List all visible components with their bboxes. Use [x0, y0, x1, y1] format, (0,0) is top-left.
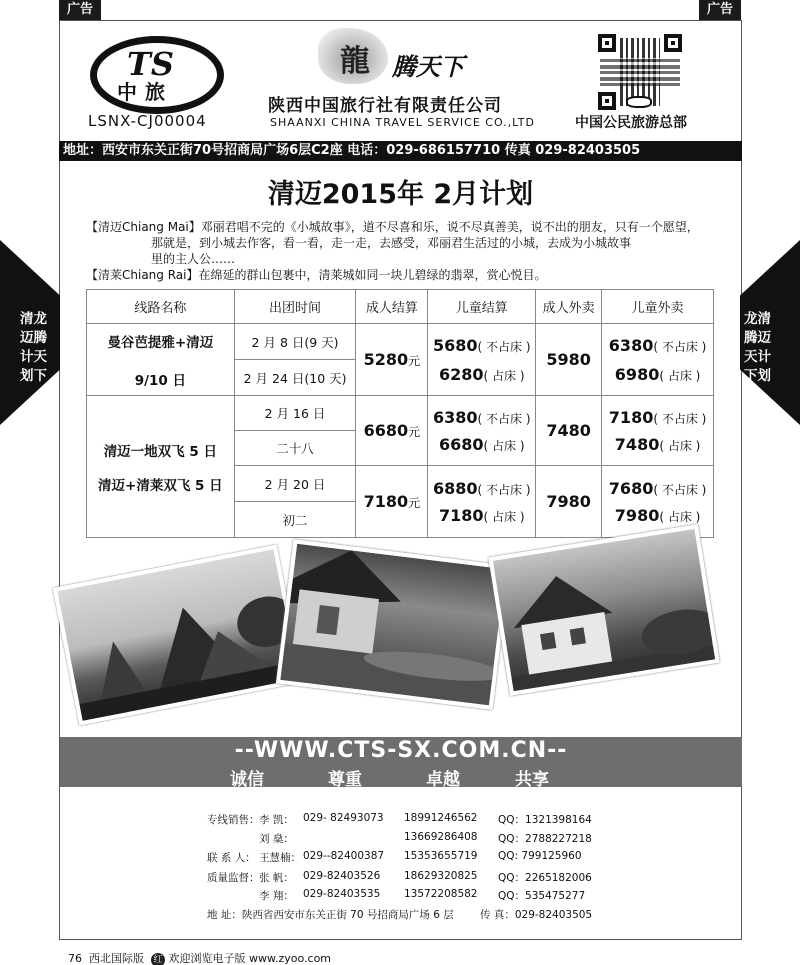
child-net-cell [428, 466, 536, 538]
price-value: 7980 [546, 492, 591, 511]
price-value: 6680 [363, 421, 409, 440]
contact-qq: QQ：535475277 [498, 890, 586, 902]
contact-name: 张 帆： [259, 872, 294, 884]
qr-finder [664, 34, 682, 52]
brand-slogan: 腾天下 [392, 52, 464, 81]
col-header: 成人外卖 [536, 290, 602, 324]
company-name-en: SHAANXI CHINA TRAVEL SERVICE CO.,LTD [270, 116, 535, 129]
price-note: ( 不占床 ) [477, 411, 531, 426]
date-cell: 2 月 16 日 [234, 396, 356, 431]
adult-net-cell [356, 396, 428, 466]
price-value: 6280 [439, 364, 484, 384]
contact-tel: 029-82403535 [303, 888, 381, 900]
table-header-row [87, 290, 714, 324]
route-name: 清迈+清莱双飞 5 日 [98, 477, 223, 494]
contact-role: 联 系 人： [207, 852, 256, 864]
adult-sell-cell [536, 396, 602, 466]
price-value: 7180 [439, 505, 484, 525]
adult-net-cell [356, 324, 428, 396]
child-net-cell [428, 324, 536, 396]
edition-name: 西北国际版 [89, 952, 144, 965]
footer-site[interactable]: 欢迎浏览电子版 www.zyoo.com [168, 952, 332, 965]
table-row [87, 324, 714, 360]
adult-net-cell [356, 466, 428, 538]
contact-qq: QQ：1321398164 [498, 814, 592, 826]
price-unit: 元 [408, 496, 421, 510]
hong-badge-icon: 红 [151, 953, 165, 965]
slogan-item: 尊重 [328, 770, 362, 790]
col-header: 出团时间 [234, 290, 356, 324]
page-number: 76 [68, 952, 82, 965]
child-sell-cell [602, 396, 714, 466]
field-house-photo [276, 539, 510, 709]
qr-finder [598, 34, 616, 52]
table-row [87, 396, 714, 431]
side-text-right: 龙清 腾迈 天计 下划 [744, 311, 771, 384]
price-value: 7680 [608, 478, 654, 498]
price-value: 7180 [608, 407, 654, 427]
price-value: 7180 [363, 492, 409, 511]
contact-role: 质量监督： [207, 872, 260, 884]
col-header: 儿童结算 [428, 290, 536, 324]
child-net-cell [428, 396, 536, 466]
price-value: 5980 [546, 350, 591, 369]
intro-line-3: 里的主人公…… [151, 252, 236, 266]
qr-code-icon[interactable] [598, 34, 682, 110]
slogan-item: 卓越 [426, 770, 460, 790]
price-value: 7480 [614, 434, 660, 454]
contact-tel: 029- 82493073 [303, 812, 384, 824]
logo-ts-mark: TS [127, 45, 174, 83]
route-cell [87, 324, 235, 396]
price-value: 5680 [433, 335, 478, 355]
date-cell: 2 月 24 日(10 天) [234, 360, 356, 396]
address-bar: 地址：西安市东关正街70号招商局广场6层C2座 电话：029-686157710 传真 029-82403505 [59, 141, 742, 161]
page-title: 清迈2015年 2月计划 [267, 179, 534, 210]
price-note: ( 占床 ) [659, 509, 701, 524]
intro-line-1: 【清迈Chiang Mai】邓丽君唱不完的《小城故事》，道不尽喜和乐，说不尽真善美，说不出的朋友，只有一个愿望， [86, 220, 699, 234]
contact-tel: 029-82403526 [303, 870, 381, 882]
price-note: ( 占床 ) [659, 438, 701, 453]
contact-qq: QQ: 799125960 [498, 850, 582, 862]
date-cell: 初二 [234, 502, 356, 538]
price-table [86, 289, 714, 538]
date-cell: 2 月 20 日 [234, 466, 356, 502]
contact-address: 地 址：陕西省西安市东关正街 70 号招商局广场 6 层 [207, 909, 454, 921]
adult-sell-cell [536, 324, 602, 396]
price-value: 6880 [433, 478, 478, 498]
price-note: ( 不占床 ) [653, 482, 707, 497]
price-note: ( 占床 ) [659, 368, 701, 383]
contact-name: 王慧楠： [259, 852, 301, 864]
contact-role: 专线销售： [207, 814, 260, 826]
ad-label-right: 广告 [699, 0, 741, 20]
price-value: 6380 [433, 407, 478, 427]
intro-line-2: 那就是，到小城去作客，看一看，走一走，去感受，邓丽君生活过的小城，去成为小城故事 [151, 236, 632, 250]
contact-name: 刘 燊： [259, 833, 294, 845]
col-header: 儿童外卖 [602, 290, 714, 324]
house-silhouette [279, 544, 510, 710]
license-number: LSNX-CJ00004 [88, 112, 207, 130]
contact-qq: QQ：2265182006 [498, 872, 592, 884]
price-note: ( 不占床 ) [653, 339, 707, 354]
child-sell-cell [602, 324, 714, 396]
qr-center-logo [626, 96, 652, 108]
route-days: 9/10 日 [134, 372, 186, 389]
qr-finder [598, 92, 616, 110]
contact-name: 李 凯： [259, 814, 294, 826]
price-value: 6680 [439, 434, 484, 454]
contact-mobile: 18629320825 [404, 870, 478, 882]
contact-qq: QQ：2788227218 [498, 833, 592, 845]
route-name: 曼谷芭提雅+清迈 [107, 334, 214, 351]
contact-mobile: 18991246562 [404, 812, 478, 824]
col-header: 成人结算 [356, 290, 428, 324]
contact-fax: 传 真：029-82403505 [480, 909, 593, 921]
side-text-left: 清龙 迈腾 计天 划下 [20, 311, 47, 384]
contact-name: 李 翔： [259, 890, 294, 902]
contact-tel: 029--82400387 [303, 850, 385, 862]
route-name: 清迈一地双飞 5 日 [103, 443, 217, 460]
date-cell: 2 月 8 日(9 天) [234, 324, 356, 360]
website-url[interactable]: --WWW.CTS-SX.COM.CN-- [234, 738, 568, 763]
col-header: 线路名称 [87, 290, 235, 324]
price-note: ( 占床 ) [483, 509, 525, 524]
price-value: 5280 [363, 350, 409, 369]
price-note: ( 占床 ) [483, 438, 525, 453]
logo-zhonglv: 中旅 [117, 80, 173, 104]
price-value: 7480 [546, 421, 591, 440]
intro-line-4: 【清莱Chiang Rai】在绵延的群山包裹中，清莱城如同一块儿碧绿的翡翠，赏心悦目。 [86, 268, 547, 282]
price-unit: 元 [408, 425, 421, 439]
contact-mobile: 13669286408 [404, 831, 478, 843]
adult-sell-cell [536, 466, 602, 538]
price-note: ( 占床 ) [483, 368, 525, 383]
qr-modules-2 [600, 58, 680, 86]
price-note: ( 不占床 ) [477, 482, 531, 497]
slogan-item: 共享 [515, 770, 549, 790]
contact-mobile: 13572208582 [404, 888, 478, 900]
slogan-item: 诚信 [230, 770, 264, 790]
qr-caption: 中国公民旅游总部 [575, 115, 687, 131]
price-unit: 元 [408, 354, 421, 368]
price-value: 7980 [614, 505, 660, 525]
price-note: ( 不占床 ) [477, 339, 531, 354]
price-value: 6980 [614, 364, 660, 384]
company-name-cn: 陕西中国旅行社有限责任公司 [268, 96, 502, 116]
cts-logo [90, 36, 224, 114]
page-footer [68, 950, 331, 965]
date-cell: 二十八 [234, 431, 356, 466]
contact-mobile: 15353655719 [404, 850, 478, 862]
price-note: ( 不占床 ) [653, 411, 707, 426]
route-cell [87, 396, 235, 538]
dragon-char: 龍 [340, 44, 370, 79]
price-value: 6380 [608, 335, 654, 355]
ad-label-left: 广告 [59, 0, 101, 20]
